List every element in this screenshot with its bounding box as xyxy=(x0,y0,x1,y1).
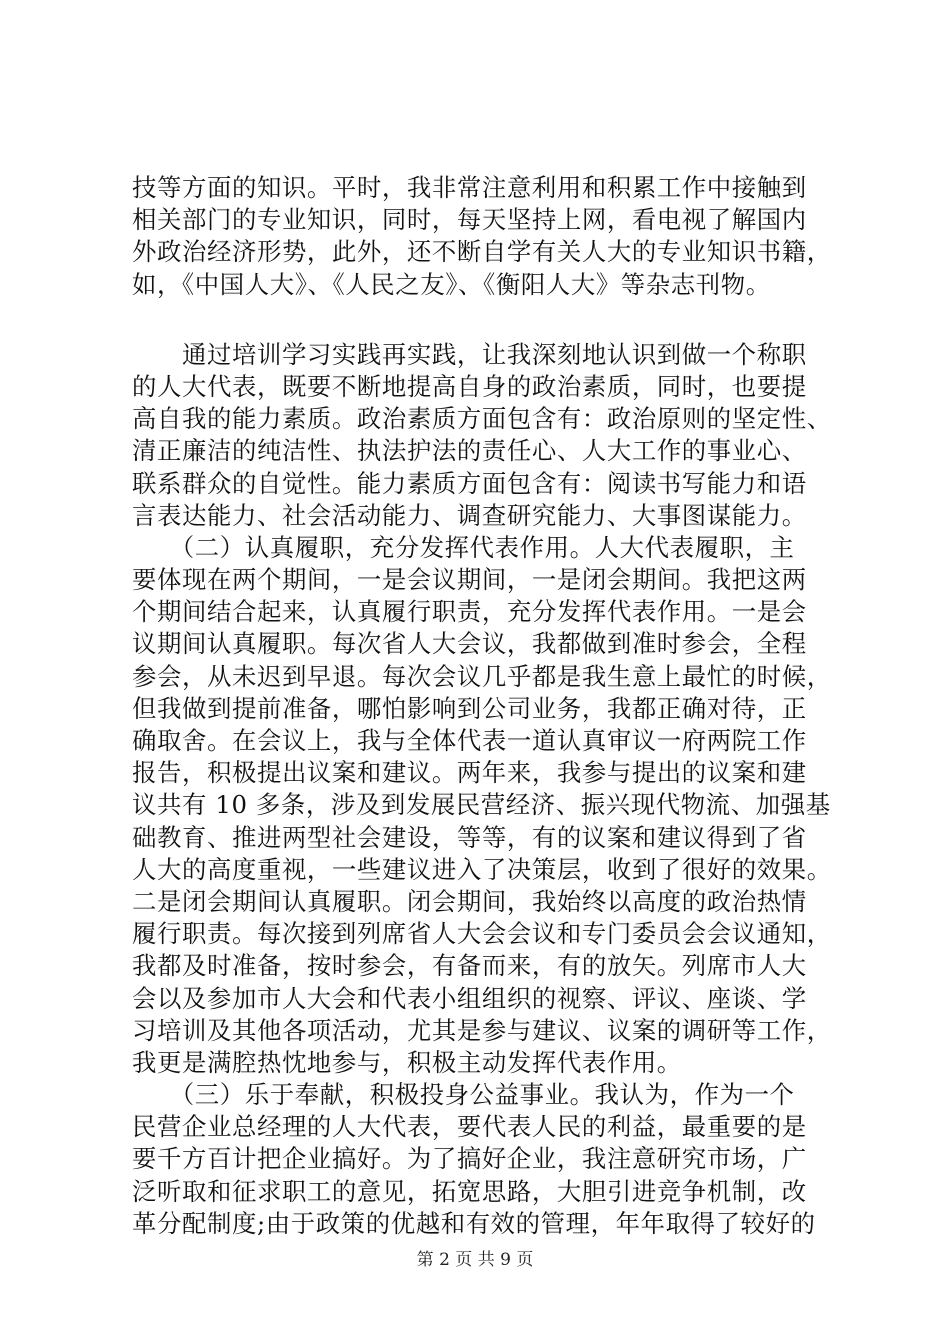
text-line: 的人大代表，既要不断地提高自身的政治素质，同时，也要提 xyxy=(132,371,807,401)
text-line: 我更是满腔热忱地参与，积极主动发挥代表作用。 xyxy=(132,1047,682,1077)
text-line: 参会，从未迟到早退。每次会议几乎都是我生意上最忙的时候， xyxy=(132,661,832,691)
text-line: 如，《中国人大》、《人民之友》、《衡阳人大》等杂志刊物。 xyxy=(132,269,771,299)
text-line: 民营企业总经理的人大代表，要代表人民的利益，最重要的是 xyxy=(132,1112,807,1142)
text-line: 确取舍。在会议上，我与全体代表一道认真审议一府两院工作 xyxy=(132,726,807,755)
paragraph-knowledge xyxy=(132,172,832,301)
page-number-footer: 第 2 页 共 9 页 xyxy=(416,1250,534,1270)
text-line: 技等方面的知识。平时，我非常注意利用和积累工作中接触到 xyxy=(132,173,807,202)
text-line: 言表达能力、社会活动能力、调查研究能力、大事图谋能力。 xyxy=(132,500,807,530)
text-line: 要体现在两个期间，一是会议期间，一是闭会期间。我把这两 xyxy=(132,565,807,595)
text-line: 要千方百计把企业搞好。为了搞好企业，我注意研究市场，广 xyxy=(132,1144,807,1174)
text-line: 革分配制度;由于政策的优越和有效的管理，年年取得了较好的 xyxy=(132,1208,816,1238)
text-line: （二）认真履职，充分发挥代表作用。人大代表履职，主 xyxy=(132,532,795,562)
text-line: 人大的高度重视，一些建议进入了决策层，收到了很好的效果。 xyxy=(132,854,832,884)
text-line: 我都及时准备，按时参会，有备而来，有的放矢。列席市人大 xyxy=(132,951,807,981)
text-line: 外政治经济形势，此外，还不断自学有关人大的专业知识书籍， xyxy=(132,237,832,267)
paragraph-section-two xyxy=(132,532,832,1079)
text-line: 议共有 10 多条，涉及到发展民营经济、振兴现代物流、加强基 xyxy=(132,790,831,820)
paragraph-section-three xyxy=(132,1079,832,1240)
text-line: 相关部门的专业知识，同时，每天坚持上网，看电视了解国内 xyxy=(132,205,807,235)
text-line: 础教育、推进两型社会建设，等等，有的议案和建议得到了省 xyxy=(132,822,807,852)
paragraph-spacer xyxy=(132,301,832,339)
text-line: 联系群众的自觉性。能力素质方面包含有：阅读书写能力和语 xyxy=(132,468,807,498)
text-line: 习培训及其他各项活动，尤其是参与建议、议案的调研等工作， xyxy=(132,1015,832,1045)
text-line: 履行职责。每次接到列席省人大会会议和专门委员会会议通知， xyxy=(132,919,832,949)
text-line: 报告，积极提出议案和建议。两年来，我参与提出的议案和建 xyxy=(132,758,807,788)
paragraph-training xyxy=(132,339,832,532)
text-line: 议期间认真履职。每次省人大会议，我都做到准时参会，全程 xyxy=(132,629,807,659)
text-line: （三）乐于奉献，积极投身公益事业。我认为，作为一个 xyxy=(132,1080,795,1110)
text-line: 通过培训学习实践再实践，让我深刻地认识到做一个称职 xyxy=(132,339,807,369)
text-line: 泛听取和征求职工的意见，拓宽思路，大胆引进竞争机制，改 xyxy=(132,1176,807,1206)
text-line: 会以及参加市人大会和代表小组组织的视察、评议、座谈、学 xyxy=(132,983,807,1013)
text-line: 个期间结合起来，认真履行职责，充分发挥代表作用。一是会 xyxy=(132,597,807,627)
text-line: 二是闭会期间认真履职。闭会期间，我始终以高度的政治热情 xyxy=(132,886,807,916)
document-body xyxy=(132,172,832,1240)
text-line: 但我做到提前准备，哪怕影响到公司业务，我都正确对待，正 xyxy=(132,693,807,723)
text-line: 清正廉洁的纯洁性、执法护法的责任心、人大工作的事业心、 xyxy=(132,436,807,466)
text-line: 高自我的能力素质。政治素质方面包含有：政治原则的坚定性、 xyxy=(132,404,832,434)
